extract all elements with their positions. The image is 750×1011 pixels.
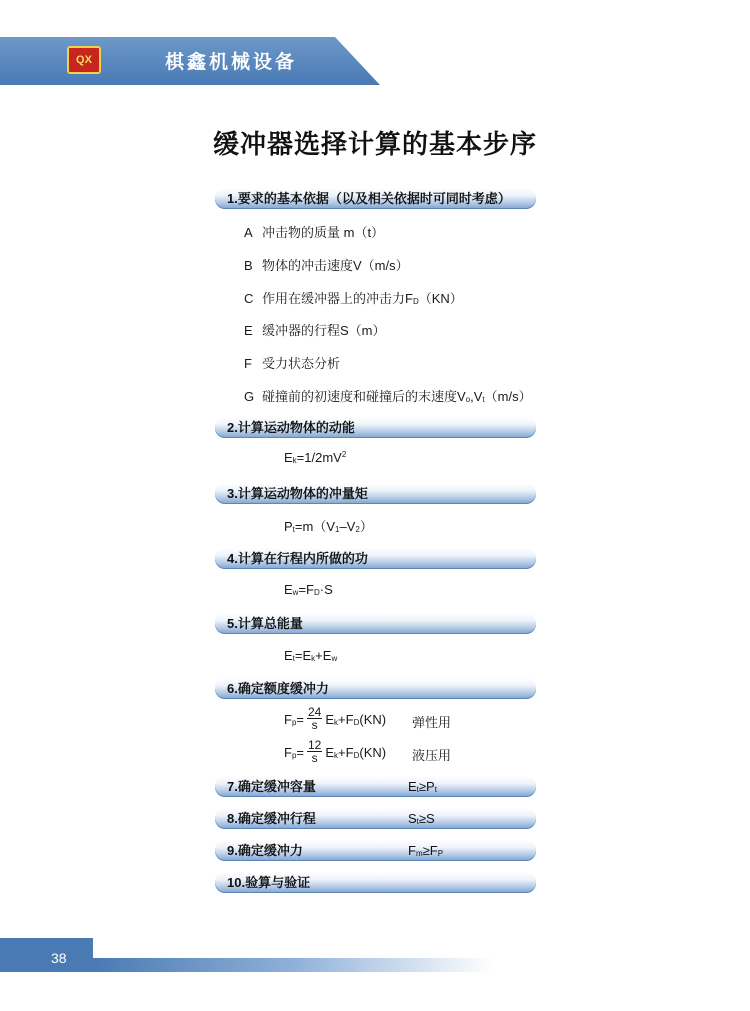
stroke-relation: $S_t\ge S$ [408,811,435,826]
section-5-heading: 5.计算总能量 [215,613,536,634]
list-item-c: C 作用在缓冲器上的冲击力$F_D(KN)$ [244,291,463,306]
section-6-heading: 6.确定额度缓冲力 [215,678,536,699]
work-formula: $E_w=F_D\cdot S$ [284,582,333,597]
kinetic-energy-formula: $E_k=1/2mV^2$ [284,450,347,465]
brand-name: 棋鑫机械设备 [165,51,298,73]
section-7-heading: 7.确定缓冲容量 $E_t\ge P_t$ [215,776,536,797]
list-item-f: F 受力状态分析 [244,356,341,371]
footer-tab [0,938,93,972]
total-energy-formula: $E_t=E_k+E_w$ [284,648,338,663]
page-title: 缓冲器选择计算的基本步序 [212,130,537,160]
section-9-heading: 9.确定缓冲力 $F_m\ge F_P$ [215,840,536,861]
list-item-a: A 冲击物的质量 m（t） [244,225,385,240]
list-item-b: B 物体的冲击速度V（m/s） [244,258,409,273]
section-8-heading: 8.确定缓冲行程 $S_t\ge S$ [215,808,536,829]
buffer-force-formula-hydraulic: $F_p=$ $\frac{12}{s}$ $E_k+F_D(KN)$ [284,738,387,765]
note-hydraulic: 液压用 [412,748,452,763]
section-2-heading: 2.计算运动物体的动能 [215,417,536,438]
section-3-heading: 3.计算运动物体的冲量矩 [215,483,536,504]
company-logo [67,46,101,74]
force-relation: $F_m\ge F_P$ [408,843,444,858]
buffer-force-formula-elastic: $F_p=$ $\frac{24}{s}$ $E_k+F_D(KN)$ [284,705,387,732]
logo-text: QX [76,54,92,66]
page-number: 38 [51,950,67,966]
list-item-e: E 缓冲器的行程S（m） [244,323,386,338]
section-1-heading: 1.要求的基本依据（以及相关依据时可同时考虑） [215,188,536,209]
note-elastic: 弹性用 [412,715,452,730]
impulse-formula: $P_t=m(V_1-V_2)$ [284,519,373,534]
capacity-relation: $E_t\ge P_t$ [408,779,437,794]
section-10-heading: 10.验算与验证 [215,872,536,893]
list-item-g: G 碰撞前的初速度和碰撞后的末速度$V_o,V_t(m/s)$ [244,389,532,404]
section-4-heading: 4.计算在行程内所做的功 [215,548,536,569]
footer-gradient-line [93,958,493,972]
